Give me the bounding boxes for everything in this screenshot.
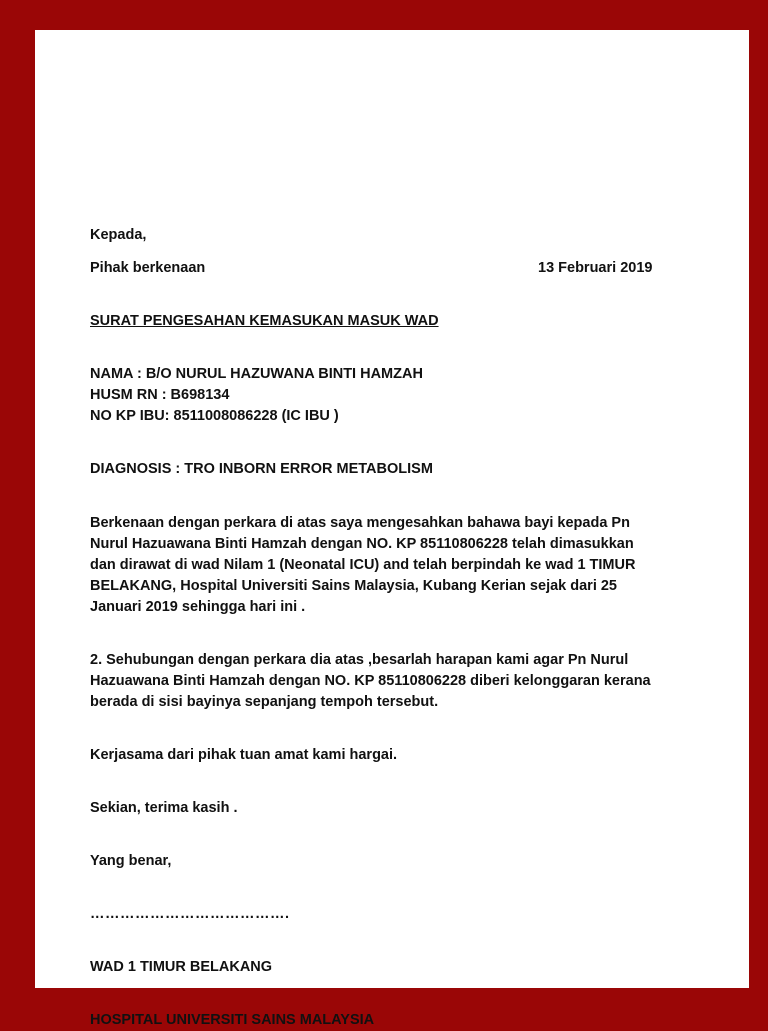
ward-name: WAD 1 TIMUR BELAKANG [90, 959, 273, 975]
closing-line-1: Kerjasama dari pihak tuan amat kami hargai. [90, 747, 398, 763]
signature-dotted-line: …………………………………. [90, 906, 290, 922]
hospital-name: HOSPITAL UNIVERSITI SAINS MALAYSIA [90, 1012, 375, 1028]
patient-name-line: NAMA : B/O NURUL HAZUWANA BINTI HAMZAH [90, 366, 423, 382]
diagnosis-line: DIAGNOSIS : TRO INBORN ERROR METABOLISM [90, 461, 433, 477]
patient-rn-line: HUSM RN : B698134 [90, 387, 230, 403]
signoff-line: Yang benar, [90, 853, 172, 869]
letter-subject: SURAT PENGESAHAN KEMASUKAN MASUK WAD [90, 313, 439, 329]
recipient-date-row [90, 258, 661, 279]
body-paragraph-1: Berkenaan dengan perkara di atas saya mengesahkan bahawa bayi kepada Pn Nurul Hazuawana Binti Hamzah dengan NO. KP 85110806228 telah dimasukkan dan dirawat di wad Nilam 1 (Neonatal ICU) and telah berpindah ke wad 1 TIMUR BELAKANG, Hospital Universiti Sains Malaysia, Kubang Kerian sejak dari 25 Januari 2019 sehingga hari ini . [90, 515, 636, 615]
letter-page [35, 30, 749, 1028]
body-paragraph-2: 2. Sehubungan dengan perkara dia atas ,besarlah harapan kami agar Pn Nurul Hazuawana Binti Hamzah dengan NO. KP 85110806228 diberi kelonggaran kerana berada di sisi bayinya sepanjang tempoh tersebut. [90, 652, 651, 710]
mother-ic-line: NO KP IBU: 8511008086228 (IC IBU ) [90, 408, 339, 424]
patient-details [90, 364, 661, 427]
letter-content [90, 225, 661, 1031]
letter-recipient: Pihak berkenaan [90, 260, 206, 276]
letter-date: 13 Februari 2019 [538, 260, 653, 276]
letter-salutation: Kepada, [90, 227, 147, 243]
closing-line-2: Sekian, terima kasih . [90, 800, 238, 816]
